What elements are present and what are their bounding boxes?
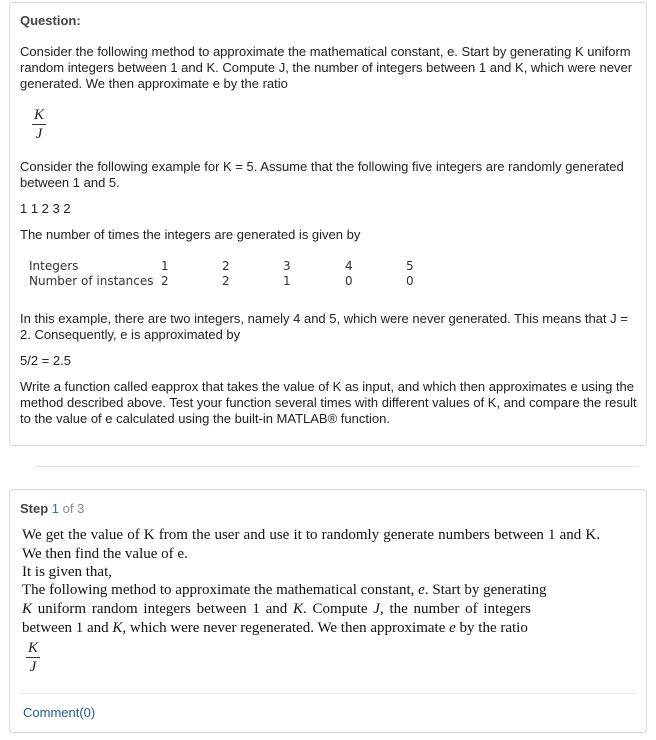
table-cell: 5 <box>406 259 414 273</box>
example-explanation: In this example, there are two integers, namely 4 and 5, which were never generated. This means that J = 2. Consequently, e is approximated by <box>20 311 628 342</box>
step-label: Step <box>20 501 49 516</box>
math-j: J <box>373 601 380 617</box>
example-result: 5/2 = 2.5 <box>20 353 71 368</box>
table-cell: 2 <box>222 259 230 273</box>
step-ratio-fraction <box>26 640 40 675</box>
step-line-4 <box>22 600 600 619</box>
math-k: K <box>293 601 304 617</box>
example-intro: Consider the following example for K = 5. Assume that the following five integers are randomly generated between 1 and 5. <box>20 159 624 190</box>
table-cell: 1 <box>283 274 291 288</box>
math-k: K <box>22 601 33 617</box>
step-text: . Start by generating <box>424 582 547 598</box>
step-text: , the number of integers <box>379 601 531 617</box>
section-divider <box>36 466 638 467</box>
question-label: Question: <box>20 13 81 28</box>
step-card <box>9 489 647 733</box>
ratio-fraction <box>32 107 46 142</box>
step-line-5 <box>22 619 600 638</box>
task-description: Write a function called eapprox that takes the value of K as input, and which then approximates e using the method described above. Test your function several times with different values of K, and compare the result to the value of e calculated using the built-in MATLAB® function. <box>20 379 637 426</box>
math-e: e <box>449 620 456 636</box>
question-intro: Consider the following method to approximate the mathematical constant, e. Start by generating K uniform random integers between 1 and K. Compute J, the number of integers between 1 and K, which were never generated. We then approximate e by the ratio <box>20 44 633 91</box>
step-text: by the ratio <box>459 620 528 636</box>
fraction-numerator: K <box>27 640 38 656</box>
example-sequence: 1 1 2 3 2 <box>20 201 71 216</box>
step-text: uniform random integers between 1 and <box>37 601 288 617</box>
instances-table <box>29 259 449 289</box>
step-line-2: It is given that, <box>22 564 112 580</box>
step-current: 1 <box>51 501 60 516</box>
table-cell: 2 <box>222 274 230 288</box>
table-cell: 0 <box>406 274 414 288</box>
step-total: of 3 <box>62 501 85 516</box>
step-text: , which were never regenerated. We then approximate <box>122 620 446 636</box>
question-card <box>9 2 647 446</box>
step-text: between 1 and <box>22 620 109 636</box>
table-cell: 4 <box>345 259 353 273</box>
table-row <box>29 274 449 289</box>
table-cell: 1 <box>161 259 169 273</box>
fraction-denominator: J <box>35 126 43 142</box>
table-cell: 0 <box>345 274 353 288</box>
count-intro: The number of times the integers are generated is given by <box>20 227 361 242</box>
step-title <box>20 501 84 516</box>
row-label: Integers <box>29 259 79 273</box>
table-cell: 3 <box>283 259 291 273</box>
math-k: K <box>112 620 123 636</box>
table-cell: 2 <box>161 274 169 288</box>
fraction-denominator: J <box>29 659 37 675</box>
comment-separator <box>20 693 636 694</box>
fraction-numerator: K <box>33 107 44 123</box>
row-label: Number of instances <box>29 274 154 288</box>
table-row <box>29 259 449 274</box>
step-line-1: We get the value of K from the user and use it to randomly generate numbers between 1 and K. We then find the value of e. <box>22 527 600 562</box>
comment-link[interactable]: Comment(0) <box>23 705 96 720</box>
step-text: The following method to approximate the mathematical constant, <box>22 582 415 598</box>
step-text: . Compute <box>303 601 368 617</box>
step-line-3 <box>22 581 600 600</box>
fraction-bar <box>26 657 40 658</box>
math-e: e <box>418 582 425 598</box>
fraction-bar <box>32 124 46 125</box>
